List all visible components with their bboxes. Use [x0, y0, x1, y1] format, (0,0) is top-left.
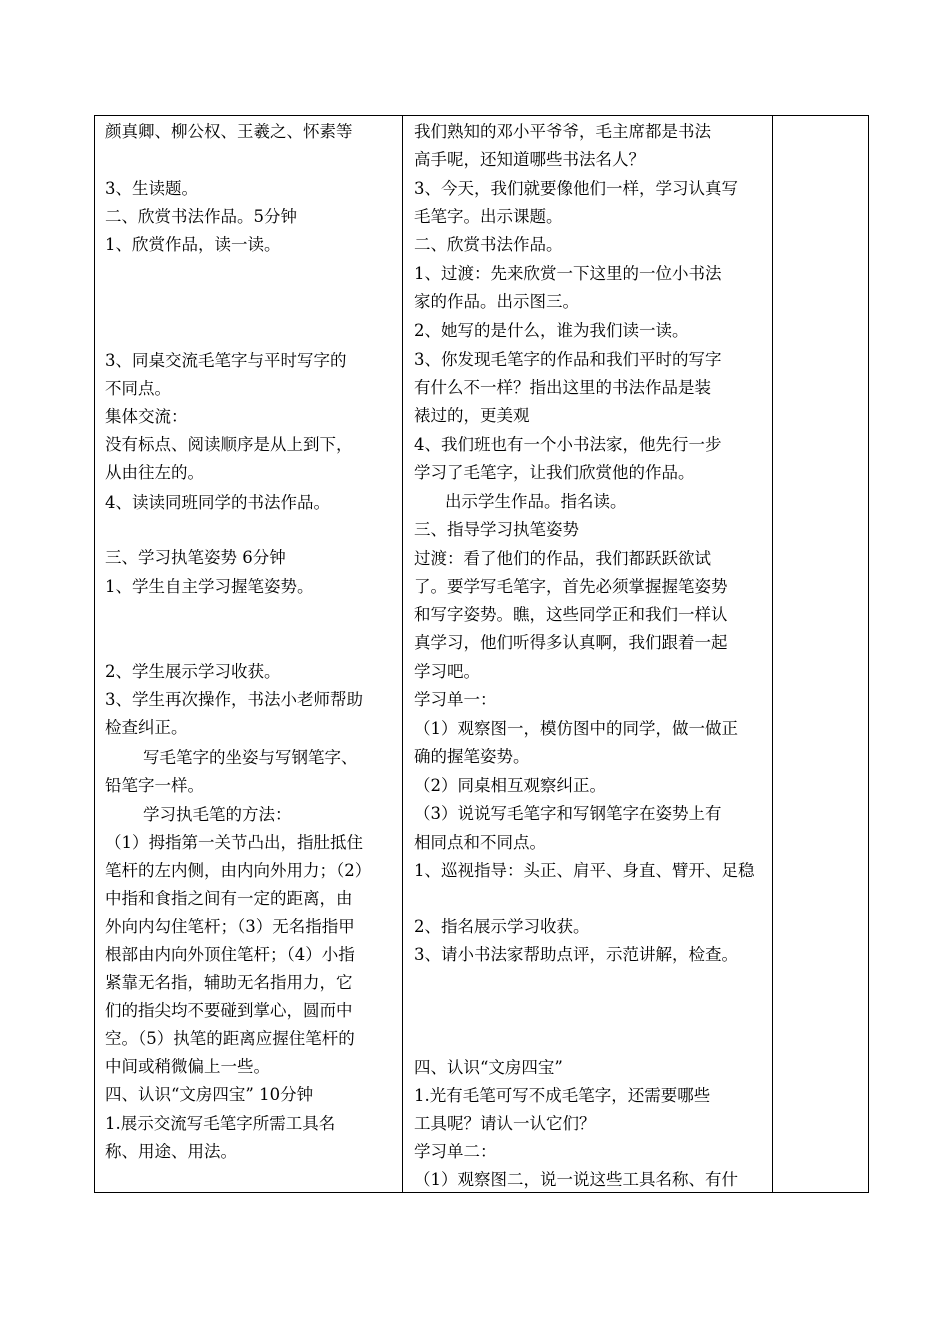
col1-line: 中间或稍微偏上一些。: [105, 1057, 270, 1076]
lesson-plan-table: [94, 115, 869, 1193]
col1-line: 们的指尖均不要碰到掌心，圆而中: [105, 1001, 353, 1020]
col1-line: 集体交流：: [105, 407, 188, 426]
col1-line: 检查纠正。: [105, 718, 188, 737]
col2-line: 裱过的，更美观: [414, 406, 530, 425]
col1-line: 三、学习执笔姿势 6分钟: [105, 548, 286, 567]
col2-line: 2、她写的是什么，谁为我们读一读。: [414, 321, 689, 340]
col2-line: 过渡：看了他们的作品，我们都跃跃欲试: [414, 549, 711, 568]
col2-line: 三、指导学习执笔姿势: [414, 520, 579, 539]
col2-line: 高手呢，还知道哪些书法名人？: [414, 150, 645, 169]
col2-line: 2、指名展示学习收获。: [414, 917, 590, 936]
col2-line: 学习单一：: [414, 690, 497, 709]
col2-line: 4、我们班也有一个小书法家，他先行一步: [414, 435, 722, 454]
col1-line: 铅笔字一样。: [105, 776, 204, 795]
col1-line: 3、学生再次操作，书法小老师帮助: [105, 690, 363, 709]
col1-line: 中指和食指之间有一定的距离，由: [105, 889, 353, 908]
notes-column: [772, 116, 868, 1192]
col2-line: 确的握笔姿势。: [414, 747, 530, 766]
col1-line: 外向内勾住笔杆；（3）无名指指甲: [105, 917, 355, 936]
col2-line: 毛笔字。出示课题。: [414, 207, 563, 226]
col1-line: 3、同桌交流毛笔字与平时写字的: [105, 351, 347, 370]
col2-line: （1）观察图一，模仿图中的同学，做一做正: [414, 719, 738, 738]
col2-line: （3）说说写毛笔字和写钢笔字在姿势上有: [414, 804, 722, 823]
col1-line: 1、欣赏作品，读一读。: [105, 235, 281, 254]
col1-line: 颜真卿、柳公权、王羲之、怀素等: [105, 122, 353, 141]
col1-line: 根部由内向外顶住笔杆；（4）小指: [105, 945, 355, 964]
col1-line: 没有标点、阅读顺序是从上到下，: [105, 435, 353, 454]
col2-line: 1.光有毛笔可写不成毛笔字，还需要哪些: [414, 1086, 711, 1105]
col1-line: 不同点。: [105, 379, 171, 398]
col1-line: 紧靠无名指，辅助无名指用力，它: [105, 973, 353, 992]
col2-line: （2）同桌相互观察纠正。: [414, 776, 606, 795]
col2-line: 我们熟知的邓小平爷爷，毛主席都是书法: [414, 122, 711, 141]
col1-line: 1、学生自主学习握笔姿势。: [105, 577, 314, 596]
col1-line: 2、学生展示学习收获。: [105, 662, 281, 681]
col1-line: 写毛笔字的坐姿与写钢笔字、: [143, 748, 358, 767]
col2-line: 家的作品。出示图三。: [414, 292, 579, 311]
col1-line: 空。（5）执笔的距离应握住笔杆的: [105, 1029, 355, 1048]
col2-line: 学习单二：: [414, 1142, 497, 1161]
col1-line: 1.展示交流写毛笔字所需工具名: [105, 1114, 336, 1133]
col2-line: 相同点和不同点。: [414, 833, 546, 852]
col1-line: 二、欣赏书法作品。5分钟: [105, 207, 297, 226]
col2-line: 真学习，他们听得多认真啊，我们跟着一起: [414, 633, 728, 652]
col2-line: 3、请小书法家帮助点评，示范讲解，检查。: [414, 945, 738, 964]
col2-line: 有什么不一样？指出这里的书法作品是装: [414, 378, 711, 397]
col2-line: 1、巡视指导：头正、肩平、身直、臂开、足稳: [414, 861, 755, 880]
col2-line: 学习吧。: [414, 662, 480, 681]
col2-line: 了。要学写毛笔字，首先必须掌握握笔姿势: [414, 577, 728, 596]
col2-line: 3、今天，我们就要像他们一样，学习认真写: [414, 179, 738, 198]
col2-line: 工具呢？请认一认它们？: [414, 1114, 596, 1133]
col1-line: 称、用途、用法。: [105, 1142, 237, 1161]
col2-line: 四、认识“文房四宝”: [414, 1058, 563, 1077]
col1-line: 学习执毛笔的方法：: [143, 805, 292, 824]
col1-line: （1）拇指第一关节凸出，指肚抵住: [105, 833, 363, 852]
col1-line: 4、读读同班同学的书法作品。: [105, 493, 330, 512]
col1-line: 四、认识“文房四宝” 10分钟: [105, 1085, 314, 1104]
column-divider-1: [402, 116, 403, 1192]
col2-line: 1、过渡：先来欣赏一下这里的一位小书法: [414, 264, 722, 283]
col2-line: 3、你发现毛笔字的作品和我们平时的写字: [414, 350, 722, 369]
col2-line: 出示学生作品。指名读。: [445, 492, 627, 511]
col2-line: 和写字姿势。瞧，这些同学正和我们一样认: [414, 605, 728, 624]
col1-line: 从由往左的。: [105, 463, 204, 482]
col1-line: 笔杆的左内侧，由内向外用力；（2）: [105, 861, 372, 880]
col2-line: （1）观察图二，说一说这些工具名称、有什: [414, 1170, 738, 1189]
col2-line: 学习了毛笔字，让我们欣赏他的作品。: [414, 463, 695, 482]
col2-line: 二、欣赏书法作品。: [414, 235, 563, 254]
col1-line: 3、生读题。: [105, 179, 198, 198]
